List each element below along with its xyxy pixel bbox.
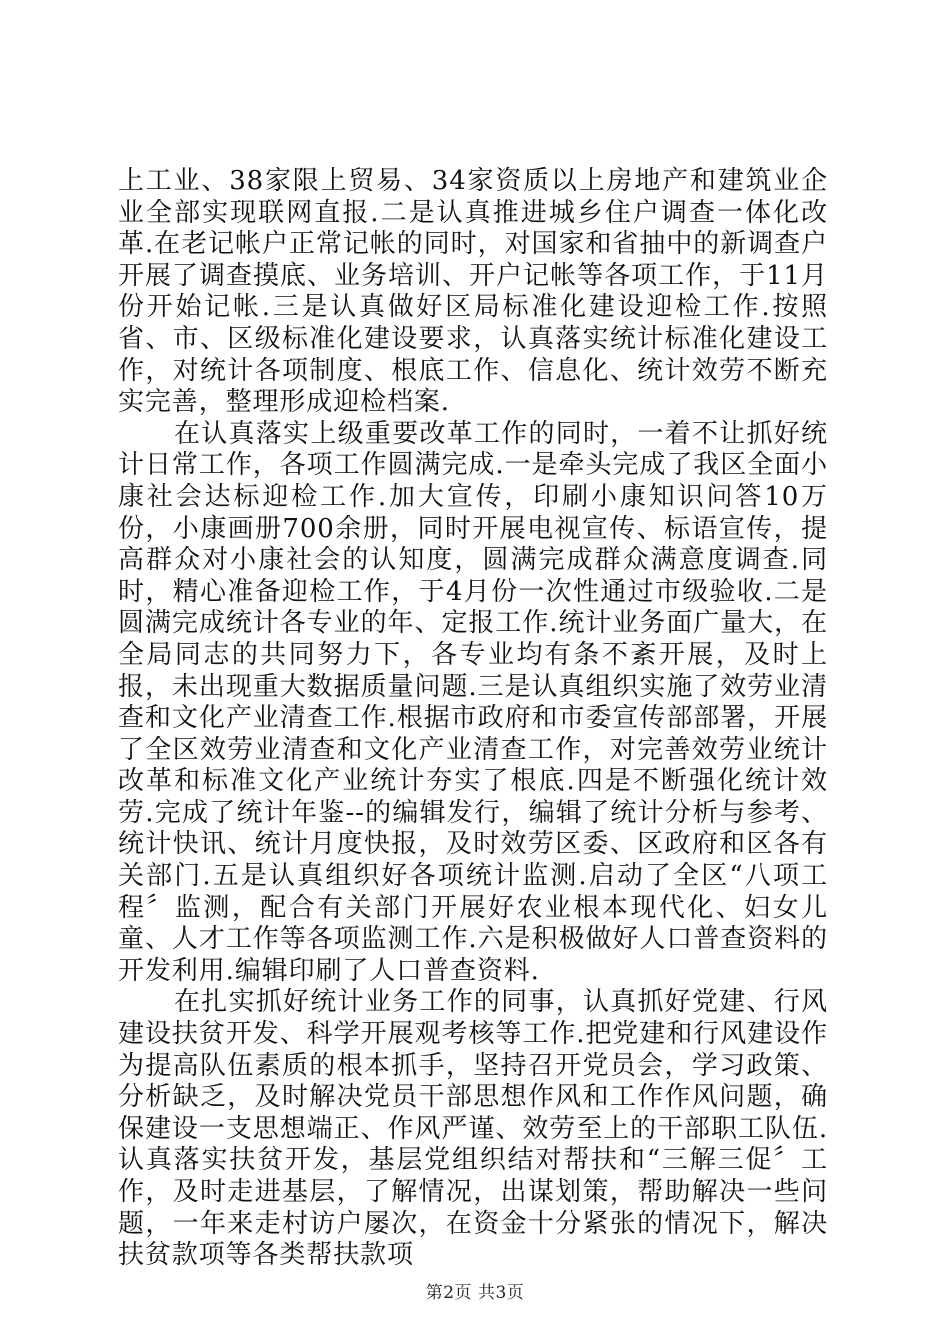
- paragraph-3: 在扎实抓好统计业务工作的同事，认真抓好党建、行风建设扶贫开发、科学开展观考核等工作.把党建和行风建设作为提高队伍素质的根本抓手，坚持召开党员会，学习政策、分析缺乏，及时解决党员干部思想作风和工作作风问题，确保建设一支思想端正、作风严谨、效劳至上的干部职工队伍.认真落实扶贫开发，基层党组织结对帮扶和“三解三促〞工作，及时走进基层，了解情况，出谋划策，帮助解决一些问题，一年来走村访户屡次，在资金十分紧张的情况下，解决扶贫款项等各类帮扶款项: [118, 987, 828, 1271]
- paragraph-2: 在认真落实上级重要改革工作的同时，一着不让抓好统计日常工作，各项工作圆满完成.一是牵头完成了我区全面小康社会达标迎检工作.加大宣传，印刷小康知识问答10万份，小康画册700余册，同时开展电视宣传、标语宣传，提高群众对小康社会的认知度，圆满完成群众满意度调查.同时，精心准备迎检工作，于4月份一次性通过市级验收.二是圆满完成统计各专业的年、定报工作.统计业务面广量大，在全局同志的共同努力下，各专业均有条不紊开展，及时上报，未出现重大数据质量问题.三是认真组织实施了效劳业清查和文化产业清查工作.根据市政府和市委宣传部部署，开展了全区效劳业清查和文化产业清查工作，对完善效劳业统计改革和标准文化产业统计夯实了根底.四是不断强化统计效劳.完成了统计年鉴--的编辑发行，编辑了统计分析与参考、统计快讯、统计月度快报，及时效劳区委、区政府和区各有关部门.五是认真组织好各项统计监测.启动了全区“八项工程〞监测，配合有关部门开展好农业根本现代化、妇女儿童、人才工作等各项监测工作.六是积极做好人口普查资料的开发利用.编辑印刷了人口普查资料.: [118, 418, 828, 986]
- paragraph-1: 上工业、38家限上贸易、34家资质以上房地产和建筑业企业全部实现联网直报.二是认真推进城乡住户调查一体化改革.在老记帐户正常记帐的同时，对国家和省抽中的新调查户开展了调查摸底、业务培训、开户记帐等各项工作，于11月份开始记帐.三是认真做好区局标准化建设迎检工作.按照省、市、区级标准化建设要求，认真落实统计标准化建设工作，对统计各项制度、根底工作、信息化、统计效劳不断充实完善，整理形成迎检档案.: [118, 166, 828, 418]
- page-footer: 第2页 共3页: [425, 1283, 525, 1303]
- document-body: [118, 166, 828, 1272]
